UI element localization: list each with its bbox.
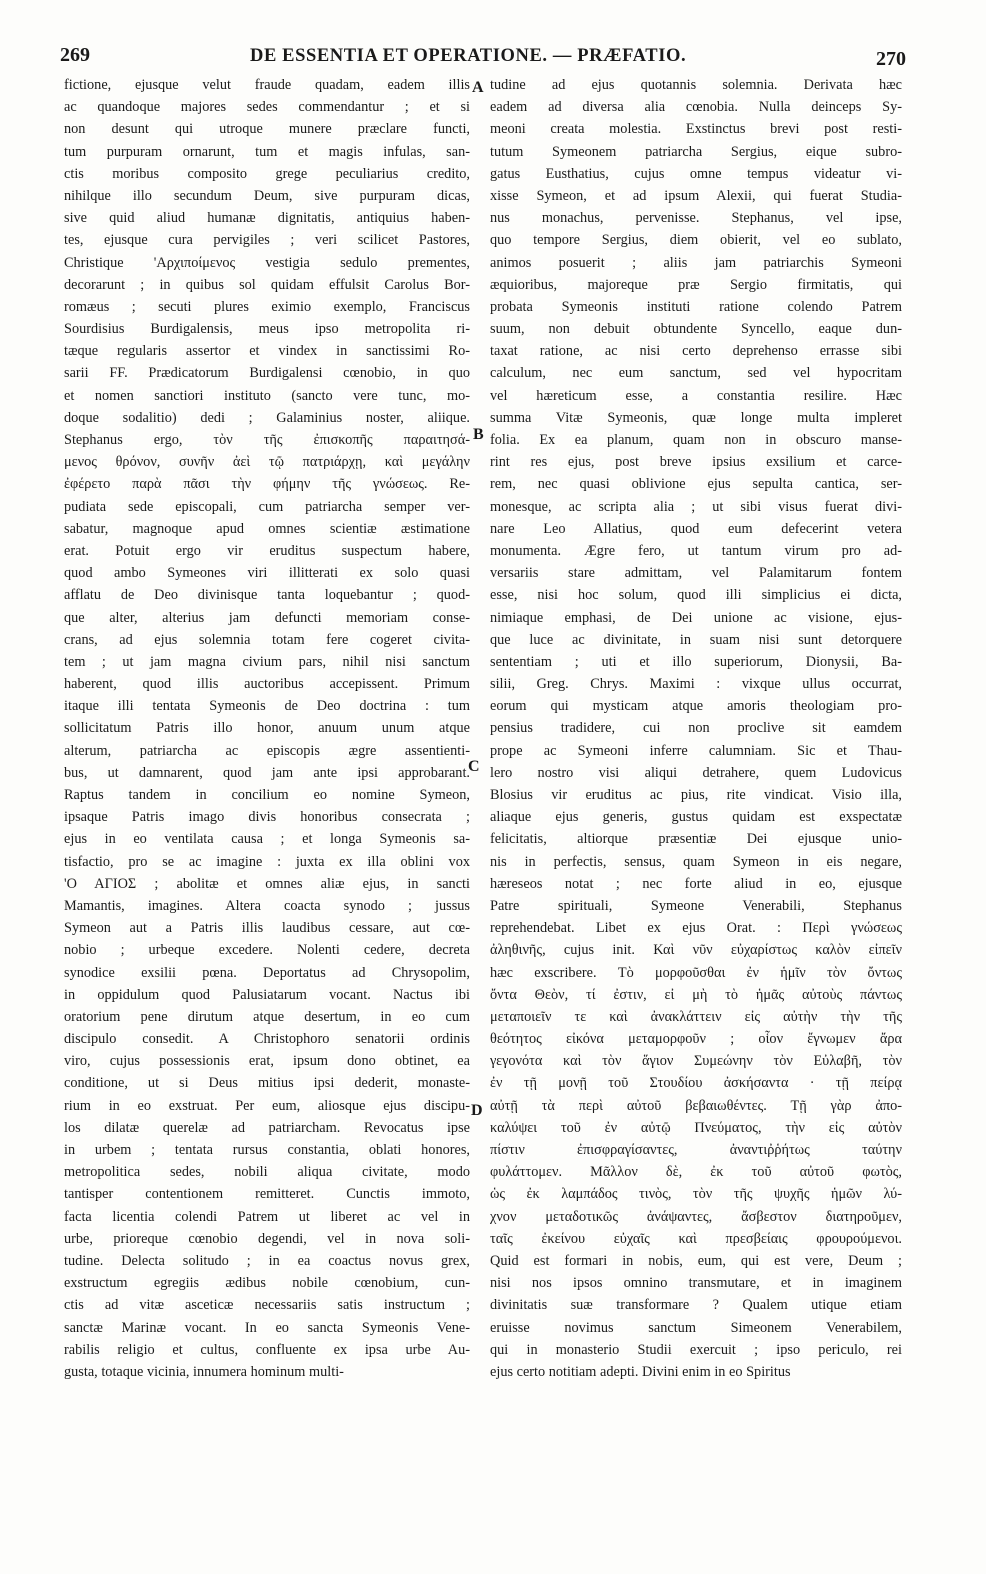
gutter-mark-c: C [468,758,480,775]
text-line: romæus ; secuti plures eximio exemplo, Franciscus [64,298,470,315]
text-line: in oppidulum quod Palusiatarum vocant. Nactus ibi [64,986,470,1003]
text-line: monumenta. Ægre fero, ut tantum virum pro ad- [490,542,902,559]
text-line: gatus Eusthatius, cujus omne tempus videatur vi- [490,165,902,182]
text-line: æquioribus, majoreque præ Sergio firmitatis, qui [490,276,902,293]
text-line: sabatur, magnoque apud omnes scientiæ æstimatione [64,520,470,537]
text-line: tæque regularis assertor et vindex in sanctissimi Ro- [64,343,470,360]
text-line: μενος θρόνον, συνῆν ἀεὶ τῷ πατριάρχῃ, καὶ μεγάλην [64,454,470,471]
text-line: xisse Symeon, et ad ipsum Alexii, qui fuerat Studia- [490,187,902,204]
text-line: erat. Potuit ergo vir eruditus suspectum habere, [64,542,470,559]
text-line: χνον μεταδοτικῶς ἀνάψαντες, ἄσβεστον διατηροῦμεν, [490,1208,902,1225]
text-line: afflatu de Deo divinisque tanta loquebantur ; quod- [64,587,470,604]
text-line: nimiaque emphasi, de Dei unione ac visione, ejus- [490,609,902,626]
text-line: rint res ejus, post breve ipsius exsilium et carce- [490,454,902,471]
text-line: Stephanus ergo, τὸν τῆς ἐπισκοπῆς παραιτησά- [64,432,470,448]
text-line: rabilis religio et cultus, confluente ex ipsa urbe Au- [64,1341,470,1358]
text-line: pensius tradidere, cui non proclive sit eamdem [490,720,902,737]
text-line: γεγονότα καὶ τὸν ἅγιον Συμεώνην τὸν Εὐλαβῆ, τὸν [490,1053,902,1070]
text-line: los dilatæ querelæ ad patriarcham. Revocatus ipse [64,1119,470,1136]
text-line: ipsaque Patris imago divis honoribus consecrata ; [64,809,470,826]
text-line: Mamantis, imagines. Altera coacta synodo ; jussus [64,897,470,914]
text-line: Symeon aut a Patris illis laudibus cessare, aut cœ- [64,920,470,937]
text-line: synodice exsilii pœna. Deportatus ad Chrysopolim, [64,964,470,981]
text-line: folia. Ex ea planum, quam non in obscuro manse- [490,432,902,448]
text-line: eadem ad diversa alia cœnobia. Nulla deinceps Sy- [490,99,902,116]
text-line: sanctæ Marinæ vocant. In eo sancta Symeonis Vene- [64,1319,470,1336]
text-line: ταῖς ἐκείνου εὐχαῖς καὶ πρεσβείαις φρουρούμενοι. [490,1230,902,1247]
text-line: tisfactio, pro se ac imagine : juxta ex illa oblini vox [64,853,470,870]
text-line: quo tempore Sergius, diem obierit, vel eo sublato, [490,232,902,249]
text-line: pudiata sede episcopali, cum patriarcha semper ver- [64,498,470,515]
text-line: fictione, ejusque velut fraude quadam, eadem illis [64,77,470,93]
text-line: Quid est formari in nobis, eum, qui est vere, Deum ; [490,1252,902,1269]
text-line: Blosius vir eruditus ac pius, rite vindicat. Visio illa, [490,787,902,803]
text-line: 'Ο ΑΓΙΟΣ ; abolitæ et omnes aliæ ejus, in sancti [64,875,470,892]
text-line: meoni creata molestia. Exstinctus brevi post resti- [490,121,902,138]
text-line: ἐν τῇ μονῇ τοῦ Στουδίου ἀσκήσαντα · τῇ πείρᾳ [490,1075,902,1092]
text-line: tudine. Delecta solitudo ; in ea coactus novus grex, [64,1252,470,1269]
text-line: summa Vitæ Symeonis, quæ longe multa impleret [490,409,902,426]
text-line: divinitatis suæ transformare ? Qualem utique etiam [490,1297,902,1314]
text-line: discipulo consedit. A Christophoro senatorii ordinis [64,1031,470,1048]
text-line: ejus certo notitiam adepti. Divini enim in eo Spiritus [490,1363,791,1380]
gutter-mark-b: B [473,426,484,443]
text-line: vel hæreticum esse, a constantia resilire. Hæc [490,387,902,404]
text-line: esse, nisi hoc solum, quod illi simplicius ei dicta, [490,587,902,604]
text-line: tum purpuram ornarunt, tum et magis infulas, san- [64,143,470,160]
text-line: nobio ; urbeque excedere. Nolenti cedere, decreta [64,942,470,959]
text-line: urbe, prioreque cœnobio degendi, vel in nova soli- [64,1230,470,1247]
text-line: Sourdisius Burdigalensis, meus ipso metropolita ri- [64,321,470,338]
text-line: nisi nos ipsos omnino transmutare, et in imaginem [490,1275,902,1292]
text-line: facta licentia colendi Patrem ut liberet ac vel in [64,1208,470,1225]
page-number-left: 269 [60,44,90,66]
text-line: tudine ad ejus quotannis solemnia. Derivata hæc [490,77,902,93]
gutter-mark-a: A [472,79,484,96]
text-line: metropolitica sedes, nobili aliqua civitate, modo [64,1164,470,1181]
text-line: ejus in eo ventilata causa ; et longa Symeonis sa- [64,831,470,848]
text-line: reprehendebat. Libet ex ejus Orat. : Περὶ γνώσεως [490,920,902,937]
text-line: sarii FF. Prædicatorum Burdigalensi cœnobio, in quo [64,365,470,382]
text-line: que luce ac divinitate, in suam nisi sunt detorquere [490,631,902,648]
text-line: hæc exscribere. Τὸ μορφοῦσθαι ἐν ἡμῖν τὸν ὄντως [490,964,902,981]
text-line: versariis stare admittam, vel Palamitarum fontem [490,565,902,582]
text-line: tes, ejusque cura pervigiles ; veri scilicet Pastores, [64,232,470,249]
text-line: nis in perfectis, sensus, quam Symeon in eis negare, [490,853,902,870]
text-line: rium in eo exstruat. Per eum, aliosque ejus discipu- [64,1097,470,1114]
text-line: φυλάττομεν. Μᾶλλον δὲ, ἐκ τοῦ αὐτοῦ φωτὸς, [490,1164,902,1181]
text-line: suum, non debuit obtundente Syncello, eaque dun- [490,321,902,338]
text-line: oratorium pene dirutum atque desertum, in eo cum [64,1008,470,1025]
left-text-column [64,74,470,1383]
text-line: conditione, ut si Deus mitius ipsi dederit, monaste- [64,1075,470,1092]
text-line: tem ; ut jam magna civium pars, nihil nisi sanctum [64,653,470,670]
text-line: lero nostro visi aliqui detrahere, quem Ludovicus [490,764,902,781]
text-line: ἐφέρετο παρὰ πᾶσι τὴν φήμην τῆς γνώσεως. Re- [64,476,470,493]
text-line: bus, ut damnarent, quod jam ante ipsi approbarant. [64,764,470,781]
text-line: ac quandoque majores sedes commendantur ; et si [64,99,470,116]
text-line: monesque, ac scripta alia ; ut sibi visus fuerat divi- [490,498,902,515]
text-line: Patre spirituali, Symeone Venerabili, Stephanus [490,897,902,914]
text-line: rem, nec quasi oblivione ejus sepulta cantica, ser- [490,476,902,493]
text-line: sollicitatum Patris illo honor, anuum unum atque [64,720,470,737]
text-line: αὐτῇ τὰ περὶ αὐτοῦ βεβαιωθέντες. Τῇ γὰρ ἀπο- [490,1097,902,1114]
text-line: taxat ratione, ac nisi certo deprehenso errasse sibi [490,343,902,360]
text-line: sententiam ; uti et illo superiorum, Dionysii, Ba- [490,653,902,670]
text-line: tantisper contentionem remitteret. Cunctis immoto, [64,1186,470,1203]
text-line: in urbem ; tentata rursus constantia, oblati honores, [64,1142,470,1158]
text-line: sive quid aliud humanæ dignitatis, antiquius haben- [64,210,470,227]
text-line: aliaque ejus generis, gustus quidam est exspectatæ [490,809,902,826]
text-line: πίστιν ἐπισφραγίσαντες, ἀναντιῤῥήτως ταύτην [490,1142,902,1158]
text-line: felicitatis, altiorque præsentiæ Dei ejusque unio- [490,831,902,848]
right-text-column [490,74,902,1383]
text-line: prope ac Symeoni inferre calumniam. Sic et Thau- [490,742,902,759]
text-line: Christique 'Αρχιποίμενος vestigia sedulo prementes, [64,254,470,271]
gutter-mark-d: D [471,1102,483,1119]
text-line: nihilque illo secundum Deum, sive purpuram dicas, [64,187,470,204]
text-line: viro, cujus possessionis erat, ipsum dono obtinet, ea [64,1053,470,1070]
text-line: exstructum egregiis ædibus nobile cœnobium, cun- [64,1275,470,1292]
text-line: ctis ad vitæ asceticæ necessariis satis instructum ; [64,1297,470,1314]
text-line: Raptus tandem in concilium eo nomine Symeon, [64,787,470,803]
text-line: decorarunt ; in quibus sol quidam effulsit Carolus Bor- [64,276,470,293]
text-line: tutum Symeonem patriarcha Sergius, eique subro- [490,143,902,160]
text-line: haberent, quod illis auctoribus accepissent. Primum [64,676,470,693]
text-line: ἀληθινῆς, cujus init. Καὶ νῦν εὐχαρίστως καλὸν εἰπεῖν [490,942,902,959]
running-head [60,44,906,74]
text-line: eorum qui mysticam atque amoris theologiam pro- [490,698,902,715]
text-line: itaque illi tentata Symeonis de Deo doctrina : tum [64,698,470,715]
text-line: καλύψει τοῦ ἐν αὐτῷ Πνεύματος, τὴν εἰς αὐτὸν [490,1119,902,1136]
text-line: probata Symeonis instituti ratione colendo Patrem [490,298,902,315]
text-line: ὄντα Θεὸν, τί ἐστιν, εἰ μὴ τὸ ἡμᾶς αὐτοὺς πάντως [490,986,902,1003]
text-line: nare Leo Allatius, quod eum defecerint vetera [490,520,902,537]
text-line: non desunt qui utroque munere præclare functi, [64,121,470,138]
text-line: nus monachus, pervenisse. Stephanus, vel ipse, [490,210,902,227]
running-title: DE ESSENTIA ET OPERATIONE. — PRÆFATIO. [250,46,687,66]
text-line: et nomen sanctiori instituto (sancto vere tunc, mo- [64,387,470,404]
text-line: que alter, alterius jam defuncti memoriam conse- [64,609,470,626]
text-line: ctis moribus composito grege peculiarius credito, [64,165,470,182]
text-line: quod ambo Symeones viri illitterati ex solo quasi [64,565,470,582]
text-line: calculum, nec eum sanctum, sed vel hypocritam [490,365,902,382]
page-number-right: 270 [876,48,906,70]
text-line: animos posuerit ; aliis jam patriarchis Symeoni [490,254,902,271]
text-line: alterum, patriarcha ac episcopis ægre assentienti- [64,742,470,759]
text-line: θεότητος εἰκόνα μεταμορφοῦν ; οἷον ἔγνωμεν ἄρα [490,1031,902,1048]
text-line: qui in monasterio Studii exercuit ; ipso periculo, rei [490,1341,902,1358]
text-line: gusta, totaque vicinia, innumera hominum multi- [64,1363,344,1380]
text-line: silii, Greg. Chrys. Maximi : vixque ullus occurrat, [490,676,902,693]
text-line: ὡς ἐκ λαμπάδος τινὸς, τὸν τῆς ψυχῆς ἡμῶν λύ- [490,1186,902,1203]
text-line: doque sodalitio) dedi ; Galaminius noster, aliique. [64,409,470,426]
text-line: crans, ad ejus solemnia totam fere cogeret civita- [64,631,470,648]
text-line: hæreseos notat ; nec forte aliud in eo, ejusque [490,875,902,892]
text-line: eruisse novimus sanctum Simeonem Venerabilem, [490,1319,902,1336]
text-line: μεταποιεῖν τε καὶ ἀνακλάττειν εἰς αὐτὴν τὴν τῆς [490,1008,902,1025]
